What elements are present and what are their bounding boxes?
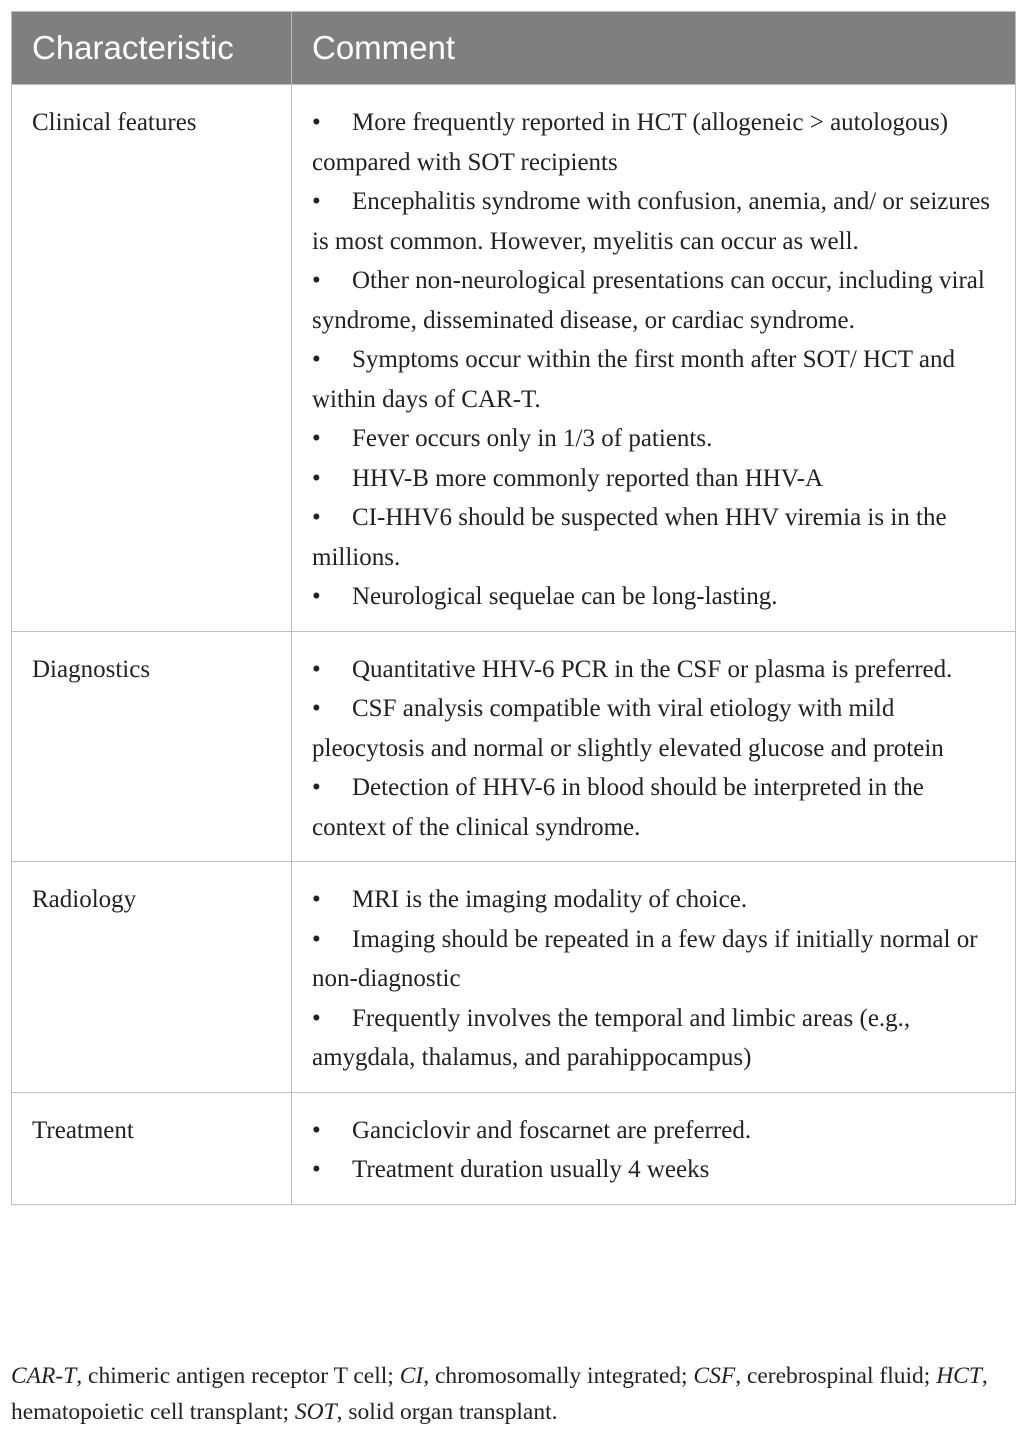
bullet-icon: •	[312, 774, 321, 801]
table-header	[12, 12, 1016, 85]
characteristic-cell: Radiology	[12, 862, 292, 1093]
comment-item	[312, 459, 995, 499]
footnote-term: HCT	[936, 1363, 982, 1389]
bullet-icon: •	[312, 655, 321, 683]
footnote-term: CSF	[693, 1363, 736, 1389]
bullet-icon: •	[312, 504, 321, 531]
comment-text: MRI is the imaging modality of choice.	[352, 886, 748, 913]
comment-item	[312, 182, 995, 261]
comment-item	[312, 920, 995, 999]
table-footnote	[11, 1358, 1015, 1430]
comment-cell	[292, 862, 1016, 1093]
comment-item	[312, 650, 995, 690]
bullet-icon: •	[312, 267, 321, 294]
characteristic-cell: Clinical features	[12, 85, 292, 632]
bullet-icon: •	[312, 346, 321, 373]
bullet-icon: •	[312, 886, 321, 913]
bullet-icon: •	[312, 1156, 321, 1183]
bullet-icon: •	[312, 1116, 321, 1144]
bullet-icon: •	[312, 464, 321, 492]
footnote-term: SOT	[294, 1399, 337, 1425]
footnote-term: CI	[399, 1363, 424, 1389]
bullet-icon: •	[312, 1004, 321, 1032]
comment-list	[312, 103, 995, 617]
bullet-icon: •	[312, 109, 321, 136]
table-row	[12, 862, 1016, 1093]
comment-text: More frequently reported in HCT (allogeneic > autologous) compared with SOT recipients	[312, 109, 949, 176]
comment-text: Ganciclovir and foscarnet are preferred.	[352, 1116, 752, 1144]
bullet-icon: •	[312, 695, 321, 722]
comment-cell	[292, 631, 1016, 862]
comment-text: Other non-neurological presentations can occur, including viral syndrome, disseminated disease, or cardiac syndrome.	[312, 267, 985, 334]
comment-list	[312, 880, 995, 1078]
comment-list	[312, 650, 995, 848]
hhv6-table	[11, 11, 1016, 1205]
comment-text: Detection of HHV-6 in blood should be interpreted in the context of the clinical syndrome.	[312, 774, 924, 841]
table-row	[12, 85, 1016, 632]
comment-item	[312, 999, 995, 1078]
table-row	[12, 1092, 1016, 1204]
comment-text: Encephalitis syndrome with confusion, anemia, and/ or seizures is most common. However, myelitis can occur as well.	[312, 188, 991, 255]
comment-item	[312, 103, 995, 182]
comment-text: HHV-B more commonly reported than HHV-A	[352, 464, 823, 492]
comment-text: CI-HHV6 should be suspected when HHV viremia is in the millions.	[312, 504, 947, 571]
comment-item	[312, 577, 995, 617]
comment-text: Symptoms occur within the first month after SOT/ HCT and within days of CAR-T.	[312, 346, 955, 413]
table-row	[12, 631, 1016, 862]
table-container	[11, 11, 1015, 1205]
comment-text: Quantitative HHV-6 PCR in the CSF or plasma is preferred.	[352, 655, 953, 683]
comment-item	[312, 340, 995, 419]
footnote-term: CAR-T	[11, 1363, 77, 1389]
comment-item	[312, 768, 995, 847]
comment-item	[312, 261, 995, 340]
comment-item	[312, 689, 995, 768]
comment-text: Treatment duration usually 4 weeks	[352, 1156, 710, 1183]
comment-text: Frequently involves the temporal and limbic areas (e.g., amygdala, thalamus, and parahippocampus)	[312, 1004, 911, 1071]
comment-cell	[292, 1092, 1016, 1204]
comment-text: Neurological sequelae can be long-lasting.	[352, 583, 778, 610]
table-body	[12, 85, 1016, 1205]
comment-list	[312, 1111, 995, 1190]
comment-item	[312, 1150, 995, 1190]
comment-text: Imaging should be repeated in a few days if initially normal or non-diagnostic	[312, 925, 978, 992]
comment-item	[312, 880, 995, 920]
footnote-definition: , solid organ transplant.	[336, 1399, 558, 1425]
characteristic-cell: Diagnostics	[12, 631, 292, 862]
comment-item	[312, 1111, 995, 1151]
bullet-icon: •	[312, 425, 321, 452]
bullet-icon: •	[312, 188, 321, 215]
comment-item	[312, 419, 995, 459]
header-comment: Comment	[292, 12, 1016, 85]
footnote-definition: , hematopoietic cell transplant;	[11, 1363, 988, 1425]
header-row	[12, 12, 1016, 85]
comment-cell	[292, 85, 1016, 632]
footnote-definition: , cerebrospinal fluid;	[735, 1363, 937, 1389]
characteristic-cell: Treatment	[12, 1092, 292, 1204]
footnote-definition: , chimeric antigen receptor T cell;	[76, 1363, 400, 1389]
comment-text: Fever occurs only in 1/3 of patients.	[352, 425, 713, 452]
comment-text: CSF analysis compatible with viral etiology with mild pleocytosis and normal or slightly elevated glucose and protein	[312, 695, 944, 762]
bullet-icon: •	[312, 583, 321, 610]
footnote-definition: , chromosomally integrated;	[423, 1363, 694, 1389]
comment-item	[312, 498, 995, 577]
bullet-icon: •	[312, 925, 321, 953]
header-characteristic: Characteristic	[12, 12, 292, 85]
